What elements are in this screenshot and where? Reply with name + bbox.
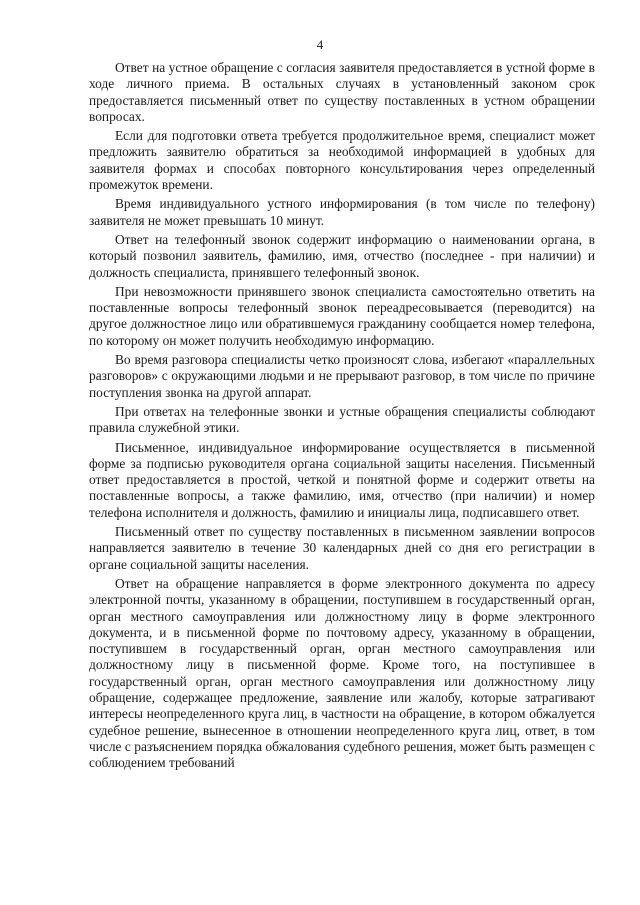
paragraph: Письменное, индивидуальное информирование осуществляется в письменной форме за подписью руководителя органа социальной защиты населения. Письменный ответ предоставляется в простой, четкой и понятной форме и содержит ответы на поставленные вопросы, а также фамилию, имя, отчество (при наличии) и номер телефона исполнителя и должность, фамилию и инициалы лица, подписавшего ответ. bbox=[89, 439, 595, 520]
paragraph: Если для подготовки ответа требуется продолжительное время, специалист может предложить заявителю обратиться за необходимой информацией в удобных для заявителя формах и способах повторного консультирования через определенный промежуток времени. bbox=[89, 128, 595, 193]
paragraph: Ответ на телефонный звонок содержит информацию о наименовании органа, в который позвонил заявитель, фамилию, имя, отчество (последнее - при наличии) и должность специалиста, принявшего телефонный звонок. bbox=[89, 231, 595, 280]
paragraph: Во время разговора специалисты четко произносят слова, избегают «параллельных разговоров» с окружающими людьми и не прерывают разговор, в том числе по причине поступления звонка на другой аппарат. bbox=[89, 352, 595, 400]
paragraph: При невозможности принявшего звонок специалиста самостоятельно ответить на поставленные вопросы телефонный звонок переадресовывается (переводится) на другое должностное лицо или обратившемуся гражданину сообщается номер телефона, по которому он может получить необходимую информацию. bbox=[89, 283, 595, 348]
paragraph: Время индивидуального устного информирования (в том числе по телефону) заявителя не может превышать 10 минут. bbox=[89, 196, 595, 228]
paragraph: Ответ на обращение направляется в форме электронного документа по адресу электронной почты, указанному в обращении, поступившем в государственный орган, орган местного самоуправления или должностному лицу в форме электронного документа, и в письменной форме по почтовому адресу, указанному в обращении, поступившем в государственный орган, орган местного самоуправления или должностному лицу в письменной форме. Кроме того, на поступившее в государственный орган, орган местного самоуправления или должностному лицу обращение, содержащее предложение, заявление или жалобу, которые затрагивают интересы неопределенного круга лиц, в частности на обращение, в котором обжалуется судебное решение, вынесенное в отношении неопределенного круга лиц, ответ, в том числе с разъяснением порядка обжалования судебного решения, может быть размещен с соблюдением требований bbox=[89, 575, 595, 771]
paragraph: Письменный ответ по существу поставленных в письменном заявлении вопросов направляется заявителю в течение 30 календарных дней со дня его регистрации в органе социальной защиты населения. bbox=[89, 524, 595, 572]
paragraph: Ответ на устное обращение с согласия заявителя предоставляется в устной форме в ходе личного приема. В остальных случаях в установленный законом срок предоставляется письменный ответ по существу поставленных в устном обращении вопросах. bbox=[89, 60, 595, 124]
page-number: 4 bbox=[316, 37, 324, 52]
document-body bbox=[89, 60, 595, 771]
paragraph: При ответах на телефонные звонки и устные обращения специалисты соблюдают правила служебной этики. bbox=[89, 403, 595, 436]
